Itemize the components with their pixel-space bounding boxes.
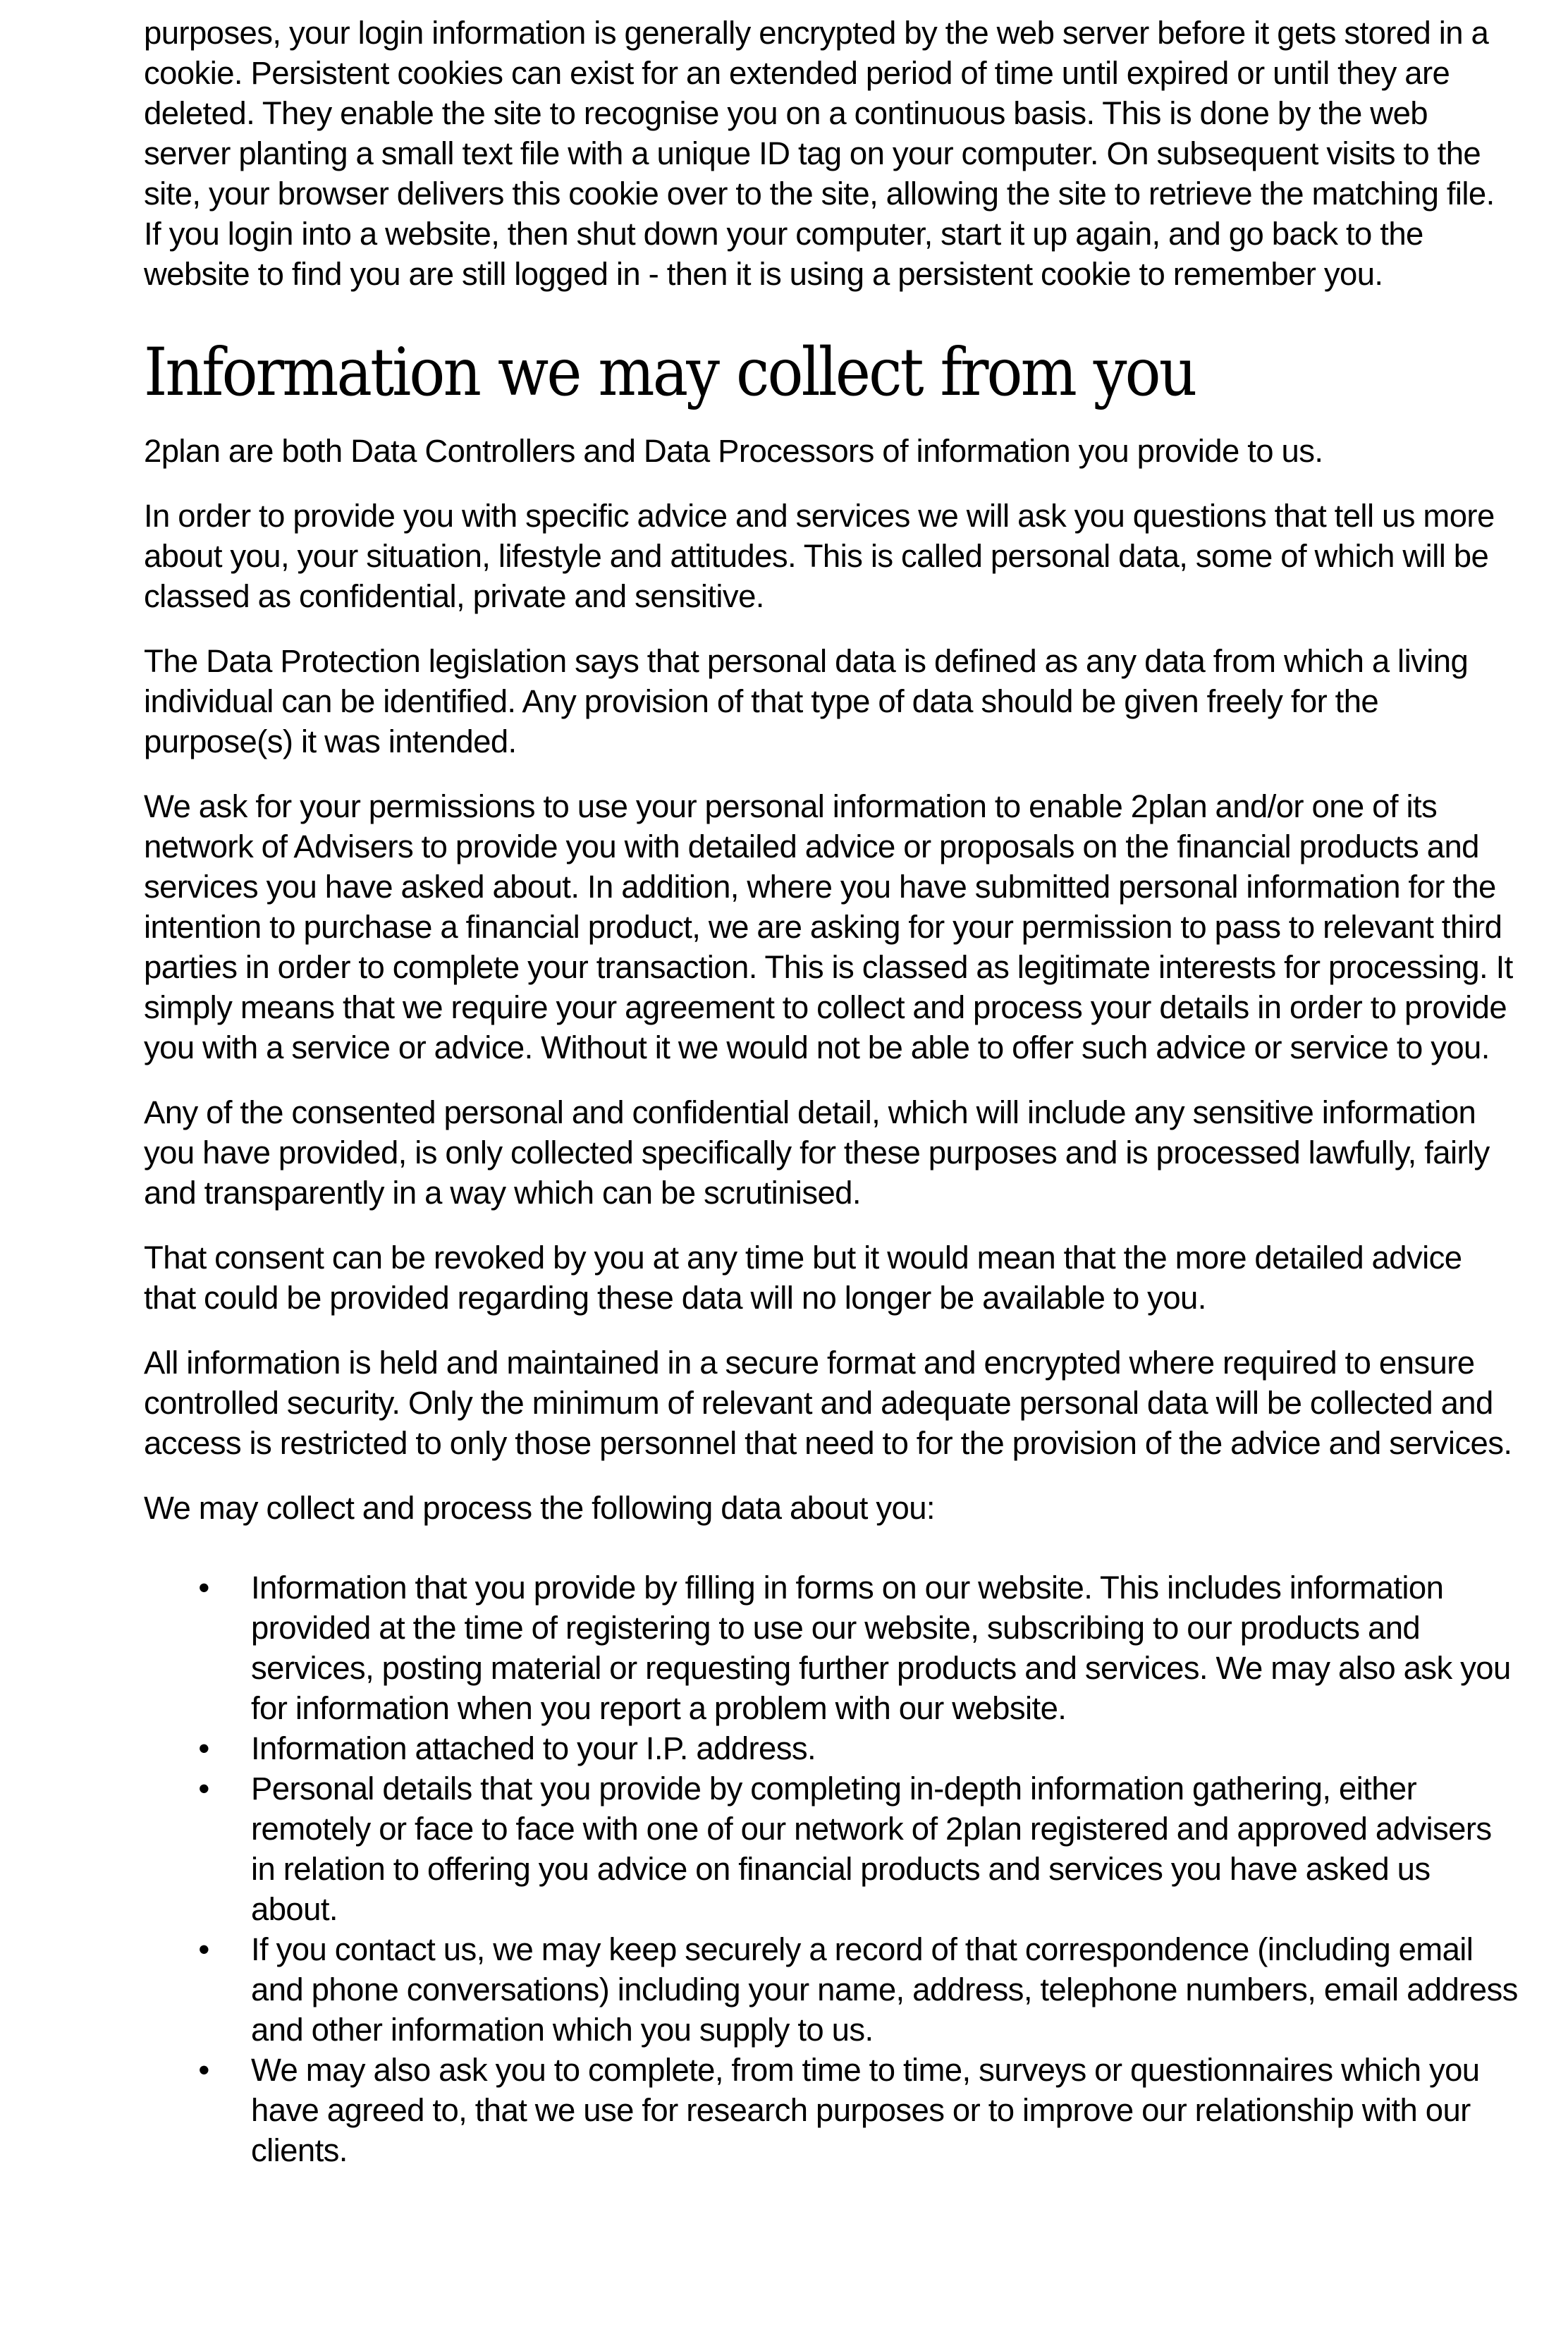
- list-item-text: If you contact us, we may keep securely a record of that correspondence (including email and phone conversations) including your name, address, telephone numbers, email address and other information which you supply to us.: [251, 1931, 1518, 2048]
- list-item-text: Personal details that you provide by completing in-depth information gathering, either remotely or face to face with one of our network of 2plan registered and approved advisers in relation to offering you advice on financial products and services you have asked us about.: [251, 1771, 1492, 1927]
- paragraph-personal-data: In order to provide you with specific advice and services we will ask you questions that tell us more about you, your situation, lifestyle and attitudes. This is called personal data, some of which will be classed as confidential, private and sensitive.: [144, 498, 1495, 614]
- paragraph-consent-revoked: That consent can be revoked by you at any time but it would mean that the more detailed advice that could be provided regarding these data will no longer be available to you.: [144, 1240, 1462, 1316]
- list-item: [144, 2050, 1519, 2170]
- bullet-icon: •: [198, 1931, 209, 1967]
- list-item: [144, 1768, 1519, 1929]
- list-item: [144, 1567, 1519, 1728]
- intro-paragraph: purposes, your login information is generally encrypted by the web server before it gets stored in a cookie. Persistent cookies can exist for an extended period of time until expired or until they are deleted. They enable the site to recognise you on a continuous basis. This is done by the web server planting a small text file with a unique ID tag on your computer. On subsequent visits to the site, your browser delivers this cookie over to the site, allowing the site to retrieve the matching file. If you login into a website, then shut down your computer, start it up again, and go back to the website to find you are still logged in - then it is using a persistent cookie to remember you.: [144, 15, 1495, 292]
- bullet-icon: •: [198, 1730, 209, 1766]
- paragraph-data-list-intro: We may collect and process the following data about you:: [144, 1490, 935, 1526]
- paragraph-legislation: The Data Protection legislation says that personal data is defined as any data from which a living individual can be identified. Any provision of that type of data should be given freely for the purpose(s) it was intended.: [144, 643, 1469, 759]
- bullet-icon: •: [198, 1771, 209, 1807]
- paragraph-security: All information is held and maintained in a secure format and encrypted where required to ensure controlled security. Only the minimum of relevant and adequate personal data will be collected and access is restricted to only those personnel that need to for the provision of the advice and services.: [144, 1345, 1512, 1461]
- list-item: [144, 1728, 1519, 1768]
- list-item-text: We may also ask you to complete, from time to time, surveys or questionnaires which you have agreed to, that we use for research purposes or to improve our relationship with our clients.: [251, 2052, 1480, 2168]
- bullet-icon: •: [198, 2052, 209, 2088]
- section-heading: Information we may collect from you: [144, 334, 1196, 411]
- paragraph-permissions: We ask for your permissions to use your personal information to enable 2plan and/or one of its network of Advisers to provide you with detailed advice or proposals on the financial products and services you have asked about. In addition, where you have submitted personal information for the intention to purchase a financial product, we are asking for your permission to pass to relevant third parties in order to complete your transaction. This is classed as legitimate interests for processing. It simply means that we require your agreement to collect and process your details in order to provide you with a service or advice. Without it we would not be able to offer such advice or service to you.: [144, 788, 1513, 1065]
- data-collected-list: [144, 1567, 1519, 2170]
- paragraph-consented-detail: Any of the consented personal and confidential detail, which will include any sensitive information you have provided, is only collected specifically for these purposes and is processed lawfully, fairly and transparently in a way which can be scrutinised.: [144, 1094, 1490, 1211]
- document-page: [144, 13, 1519, 2170]
- list-item: [144, 1929, 1519, 2050]
- bullet-icon: •: [198, 1570, 209, 1606]
- list-item-text: Information that you provide by filling in forms on our website. This includes information provided at the time of registering to use our website, subscribing to our products and services, posting material or requesting further products and services. We may also ask you for information when you report a problem with our website.: [251, 1570, 1511, 1726]
- paragraph-data-controllers: 2plan are both Data Controllers and Data Processors of information you provide to us.: [144, 433, 1323, 469]
- list-item-text: Information attached to your I.P. address.: [251, 1730, 816, 1766]
